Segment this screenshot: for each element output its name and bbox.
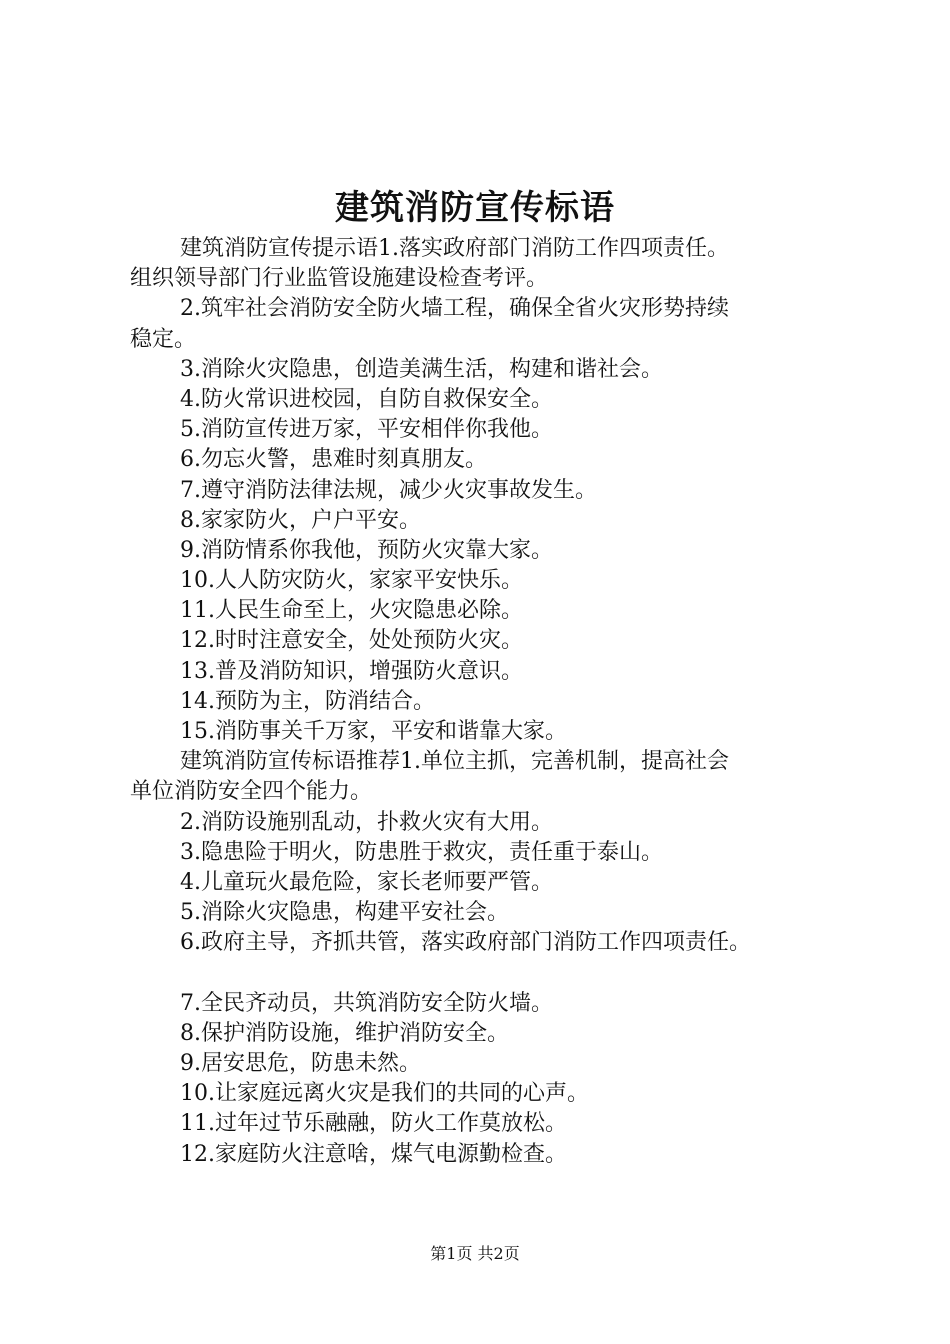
paragraph-line: 12.家庭防火注意啥，煤气电源勤检查。 [180,1141,567,1167]
blank-line [130,959,830,989]
paragraph-line: 9.消防情系你我他，预防火灾靠大家。 [180,537,553,563]
paragraph-line: 建筑消防宣传提示语1.落实政府部门消防工作四项责任。 [180,236,729,261]
paragraph-line: 14.预防为主，防消结合。 [180,688,435,714]
paragraph-line: 8.保护消防设施，维护消防安全。 [180,1020,509,1046]
paragraph-line: 4.防火常识进校园，自防自救保安全。 [180,386,553,412]
document-body [130,234,830,1170]
paragraph-line: 5.消除火灾隐患，构建平安社会。 [180,900,509,926]
paragraph-line: 2.消防设施别乱动，扑救火灾有大用。 [180,809,553,835]
paragraph-line: 11.过年过节乐融融，防火工作莫放松。 [180,1111,567,1137]
paragraph-line: 15.消防事关千万家，平安和谐靠大家。 [180,719,567,744]
paragraph-line: 3.隐患险于明火，防患胜于救灾，责任重于泰山。 [180,839,663,865]
paragraph-line: 7.全民齐动员，共筑消防安全防火墙。 [180,990,553,1016]
paragraph-line: 9.居安思危，防患未然。 [180,1051,421,1077]
paragraph-line: 6.勿忘火警，患难时刻真朋友。 [180,447,487,473]
page-footer: 第1页 共2页 [430,1244,520,1263]
paragraph-line: 8.家家防火，户户平安。 [180,507,421,533]
paragraph-line: 13.普及消防知识，增强防火意识。 [180,658,523,684]
paragraph-line: 3.消除火灾隐患，创造美满生活，构建和谐社会。 [180,356,663,382]
paragraph-line: 7.遵守消防法律法规，减少火灾事故发生。 [180,477,597,503]
paragraph-line: 6.政府主导，齐抓共管，落实政府部门消防工作四项责任。 [180,930,751,956]
paragraph-line: 12.时时注意安全，处处预防火灾。 [180,628,523,654]
paragraph-line: 4.儿童玩火最危险，家长老师要严管。 [180,869,553,895]
paragraph-line: 组织领导部门行业监管设施建设检查考评。 [130,266,549,292]
paragraph-line: 11.人民生命至上，火灾隐患必除。 [180,598,523,624]
paragraph-line: 5.消防宣传进万家，平安相伴你我他。 [180,417,553,443]
paragraph-line: 建筑消防宣传标语推荐1.单位主抓，完善机制，提高社会 [180,749,729,775]
page-title: 建筑消防宣传标语 [335,188,615,228]
paragraph-line: 单位消防安全四个能力。 [130,779,373,805]
paragraph-line: 10.人人防灾防火，家家平安快乐。 [180,568,523,594]
paragraph-line: 10.让家庭远离火灾是我们的共同的心声。 [180,1081,589,1107]
paragraph-line: 稳定。 [130,326,197,352]
paragraph-line: 2.筑牢社会消防安全防火墙工程，确保全省火灾形势持续 [180,296,729,322]
